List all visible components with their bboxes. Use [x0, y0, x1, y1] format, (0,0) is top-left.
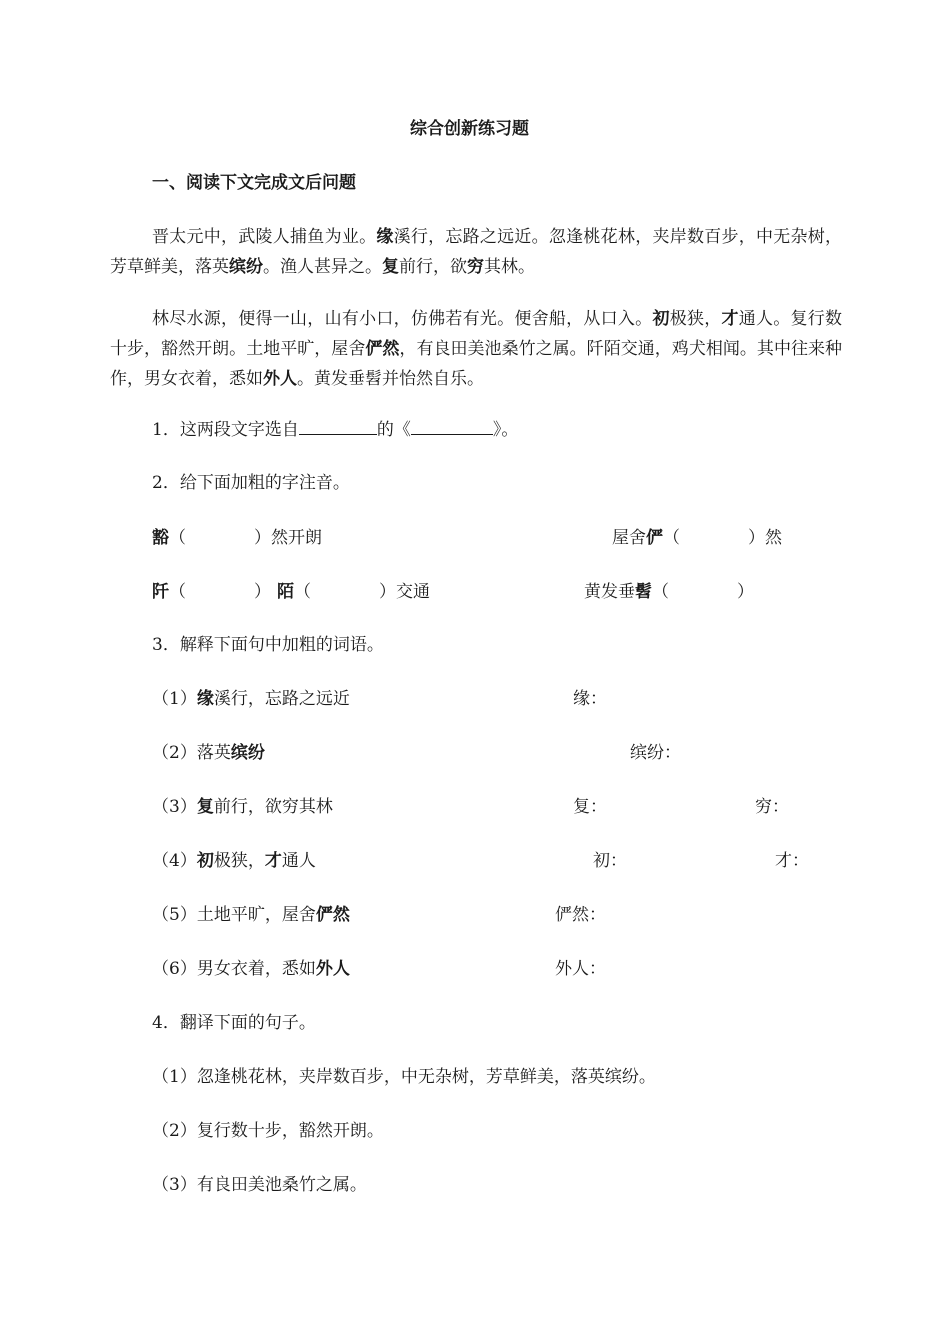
bold-keyword: 穷: [467, 257, 484, 277]
question-2-title: 2．给下面加粗的字注音。: [152, 473, 350, 493]
pinyin-blank[interactable]: （ ）: [652, 582, 754, 602]
pinyin-item-huo: [152, 527, 322, 549]
pinyin-item-yan: [612, 527, 782, 549]
item-number: （3）: [152, 797, 197, 817]
explain-item-3: [152, 796, 333, 818]
pinyin-blank[interactable]: （ ）然: [663, 528, 782, 548]
bold-word: 复: [196, 797, 214, 817]
bold-char: 俨: [646, 528, 663, 548]
explain-item-4: [152, 850, 316, 872]
prefix-text: 屋舍: [612, 528, 646, 548]
bold-keyword: 复: [382, 257, 399, 277]
bold-word: 初: [196, 851, 214, 871]
item-number: （1）: [152, 689, 197, 709]
question-1-text-a: 1．这两段文字选自: [152, 420, 299, 440]
bold-word: 俨然: [315, 905, 350, 925]
passage-text: 林尽水源，便得一山，山有小口，仿佛若有光。便舍船，从口入。: [152, 309, 653, 329]
explain-answer-4a[interactable]: 初：: [593, 851, 627, 871]
prefix-text: 黄发垂: [584, 582, 635, 602]
item-number: （5）土地平旷，屋舍: [152, 905, 316, 925]
passage-text: 。黄发垂髫并怡然自乐。: [297, 369, 484, 389]
answer-blank-work[interactable]: [411, 418, 493, 435]
explain-answer-5[interactable]: 俨然：: [555, 905, 606, 925]
item-number: （2）落英: [152, 743, 231, 763]
bold-word: 缤纷: [230, 743, 265, 763]
passage-text: 极狭，: [669, 309, 722, 329]
explain-item-6: [152, 958, 350, 980]
pinyin-item-qian: [152, 581, 271, 603]
item-text: 通人: [281, 851, 316, 871]
bold-keyword: 初: [652, 309, 670, 329]
pinyin-item-tiao: [584, 581, 754, 603]
item-number: （4）: [152, 851, 197, 871]
item-number: （6）男女衣着，悉如: [152, 959, 316, 979]
bold-word: 外人: [315, 959, 350, 979]
explain-item-1: [152, 688, 350, 710]
bold-char: 阡: [152, 582, 169, 602]
question-3-title: 3．解释下面句中加粗的词语。: [152, 635, 384, 655]
item-text: 极狭，: [213, 851, 265, 871]
question-1-text-b: 的《: [376, 420, 411, 440]
explain-answer-3b[interactable]: 穷：: [755, 797, 789, 817]
explain-answer-2[interactable]: 缤纷：: [630, 743, 681, 763]
bold-char: 豁: [152, 528, 169, 548]
question-4-title: 4．翻译下面的句子。: [152, 1013, 316, 1033]
bold-word: 才: [264, 851, 282, 871]
explain-item-2: [152, 742, 265, 764]
passage-text: 前行，欲: [399, 257, 467, 277]
passage-text: 。渔人甚异之。: [263, 257, 382, 277]
answer-blank-author[interactable]: [299, 418, 377, 435]
item-text: 溪行，忘路之远近: [213, 689, 350, 709]
bold-keyword: 缤纷: [229, 257, 263, 277]
translate-item-3: （3）有良田美池桑竹之属。: [152, 1175, 367, 1195]
passage-text: 溪行，忘路之远近。忽逢桃花林，夹岸数百步，中无杂树，芳草鲜美，落英: [110, 227, 843, 277]
bold-keyword: 俨然: [365, 339, 400, 359]
pinyin-blank[interactable]: （ ）交通: [294, 582, 430, 602]
explain-answer-3a[interactable]: 复：: [573, 797, 607, 817]
bold-keyword: 才: [721, 309, 739, 329]
pinyin-item-mo: [277, 581, 430, 603]
bold-char: 髫: [635, 582, 652, 602]
bold-keyword: 外人: [263, 369, 297, 389]
bold-char: 陌: [277, 582, 294, 602]
item-text: 前行，欲穷其林: [213, 797, 333, 817]
pinyin-blank[interactable]: （ ）: [169, 582, 271, 602]
explain-answer-1[interactable]: 缘：: [573, 689, 607, 709]
pinyin-blank[interactable]: （ ）然开朗: [169, 528, 322, 548]
question-1-text-c: 》。: [492, 420, 519, 440]
explain-answer-6[interactable]: 外人：: [555, 959, 606, 979]
translate-item-2: （2）复行数十步，豁然开朗。: [152, 1121, 384, 1141]
passage-text: 其林。: [484, 257, 535, 277]
passage-paragraph-2: [110, 304, 842, 394]
explain-answer-4b[interactable]: 才：: [775, 851, 809, 871]
bold-word: 缘: [196, 689, 214, 709]
page-title: 综合创新练习题: [410, 119, 529, 139]
question-1: [152, 418, 518, 441]
passage-paragraph-1: [110, 222, 842, 282]
explain-item-5: [152, 904, 350, 926]
section-heading: 一、阅读下文完成文后问题: [152, 173, 356, 193]
bold-keyword: 缘: [376, 227, 394, 247]
translate-item-1: （1）忽逢桃花林，夹岸数百步，中无杂树，芳草鲜美，落英缤纷。: [152, 1067, 656, 1087]
passage-text: ，有良田美池桑竹之属。阡陌交通，鸡犬相闻。其中往来种作，男女衣着，悉如: [110, 339, 843, 389]
passage-text: 晋太元中，武陵人捕鱼为业。: [152, 227, 377, 247]
passage-text: 通人。复行数十步，豁然开朗。土地平旷，屋舍: [110, 309, 843, 359]
